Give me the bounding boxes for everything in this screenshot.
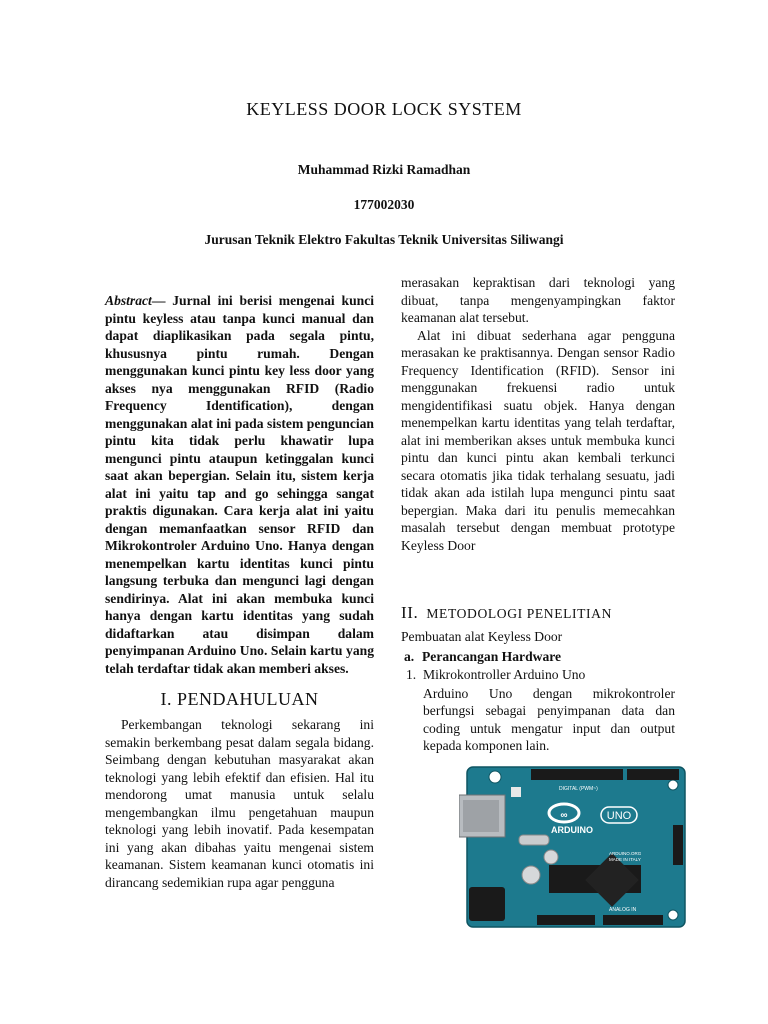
continued-paragraph: merasakan kepraktisan dari teknologi yang dibuat, tanpa mengenyampingkan faktor keamanan alat tersebut.: [401, 275, 675, 325]
abstract-dash: —: [151, 293, 173, 308]
paper-title: KEYLESS DOOR LOCK SYSTEM: [246, 99, 522, 119]
list-item-title: Mikrokontroller Arduino Uno: [423, 667, 586, 682]
board-made-label: MADE IN ITALY: [609, 857, 641, 862]
left-column: [105, 292, 374, 891]
subsection-hardware: [404, 648, 675, 666]
board-brand-label: ARDUINO: [551, 825, 593, 835]
section-number: II.: [401, 603, 419, 622]
board-analog-label: ANALOG IN: [609, 907, 637, 913]
section-heading-metodologi: [401, 603, 675, 623]
section-title: METODOLOGI PENELITIAN: [426, 606, 613, 621]
list-item-description: Arduino Uno dengan mikrokontroler berfungsi sebagai penyimpanan data dan coding untuk mengatur input dan output kepada komponen lain.: [423, 685, 675, 753]
method-intro: Pembuatan alat Keyless Door: [401, 629, 563, 644]
list-item-arduino: [406, 666, 675, 684]
right-column: [401, 274, 675, 755]
pendahuluan-paragraph: Perkembangan teknologi sekarang ini semakin berkembang pesat dalam segala bidang. Seimbang dengan kebutuhan masyarakat akan teknologi yang lebih efektif dan efisien. Hal itu mendorong umat manusia untuk selalu mengembangkan ilmu pengetahuan maupun teknologi yang lebih inovatif. Pada kesempatan ini yang akan dibahas yaitu mengenai sistem keamanan. Sistem keamanan kunci otomatis ini dirancang sedemikian rupa agar pengguna: [105, 717, 374, 890]
abstract: [105, 292, 374, 677]
subsection-label: a.: [404, 648, 415, 664]
section-heading-pendahuluan: I. PENDAHULUAN: [160, 689, 319, 709]
board-site-label: ARDUINO.ORG: [609, 851, 642, 856]
subsection-title: Perancangan Hardware: [422, 648, 562, 664]
abstract-lead: Abstract: [105, 293, 152, 308]
board-model-label: UNO: [606, 810, 632, 822]
second-paragraph: Alat ini dibuat sederhana agar pengguna merasakan ke praktisannya. Dengan sensor Radio Frequency Identification (RFID). Sensor ini menggunakan frekuensi radio untuk mengidentifikasi suatu objek. Hanya dengan menempelkan kartu identitas yang telah terdaftar, alat ini memberikan akses untuk membuka kunci pintu dan kunci pintu akan kembali terkunci secara otomatis jika tidak terhalang sesuatu, jadi tidak akan ada istilah lupa mengunci pintu saat bepergian. Maka dari itu penulis memecahkan masalah tersebut dengan membuat prototype Keyless Door: [401, 327, 675, 553]
author-name: Muhammad Rizki Ramadhan: [297, 162, 471, 177]
abstract-text: Jurnal ini berisi mengenai kunci pintu keyless atau tanpa kunci manual dan dapat diaplikasikan pada segala pintu, khususnya pintu rumah. Dengan menggunakan kunci pintu key less door yang akses nya menggunakan RFID (Radio Frequency Identification), dengan menggunakan alat ini pada sistem penguncian pintu kita tidak perlu khawatir lupa mengunci pintu ataupun ketinggalan kunci saat akan bepergian. Selain itu, sistem kerja alat ini yaitu tap and go sehingga sangat praktis digunakan. Cara kerja alat ini yaitu dengan memanfaatkan sensor RFID dan Mikrokontroler Arduino Uno. Hanya dengan menempelkan kartu identitas kunci pintu langsung terbuka dan mengunci lagi dengan sendirinya. Alat ini akan membuka kunci hanya dengan kartu identitas yang sudah didaftarkan atau disimpan dalam penyimpanan Arduino Uno. Selain kartu yang telah terdaftar tidak akan memberi akses.: [105, 293, 375, 676]
board-digital-label: DIGITAL (PWM~): [559, 786, 598, 792]
list-item-number: 1.: [406, 667, 417, 682]
svg-text:∞: ∞: [560, 810, 568, 821]
arduino-uno-board-image: [459, 765, 687, 931]
student-id: 177002030: [353, 197, 415, 212]
affiliation: Jurusan Teknik Elektro Fakultas Teknik Universitas Siliwangi: [204, 232, 564, 247]
